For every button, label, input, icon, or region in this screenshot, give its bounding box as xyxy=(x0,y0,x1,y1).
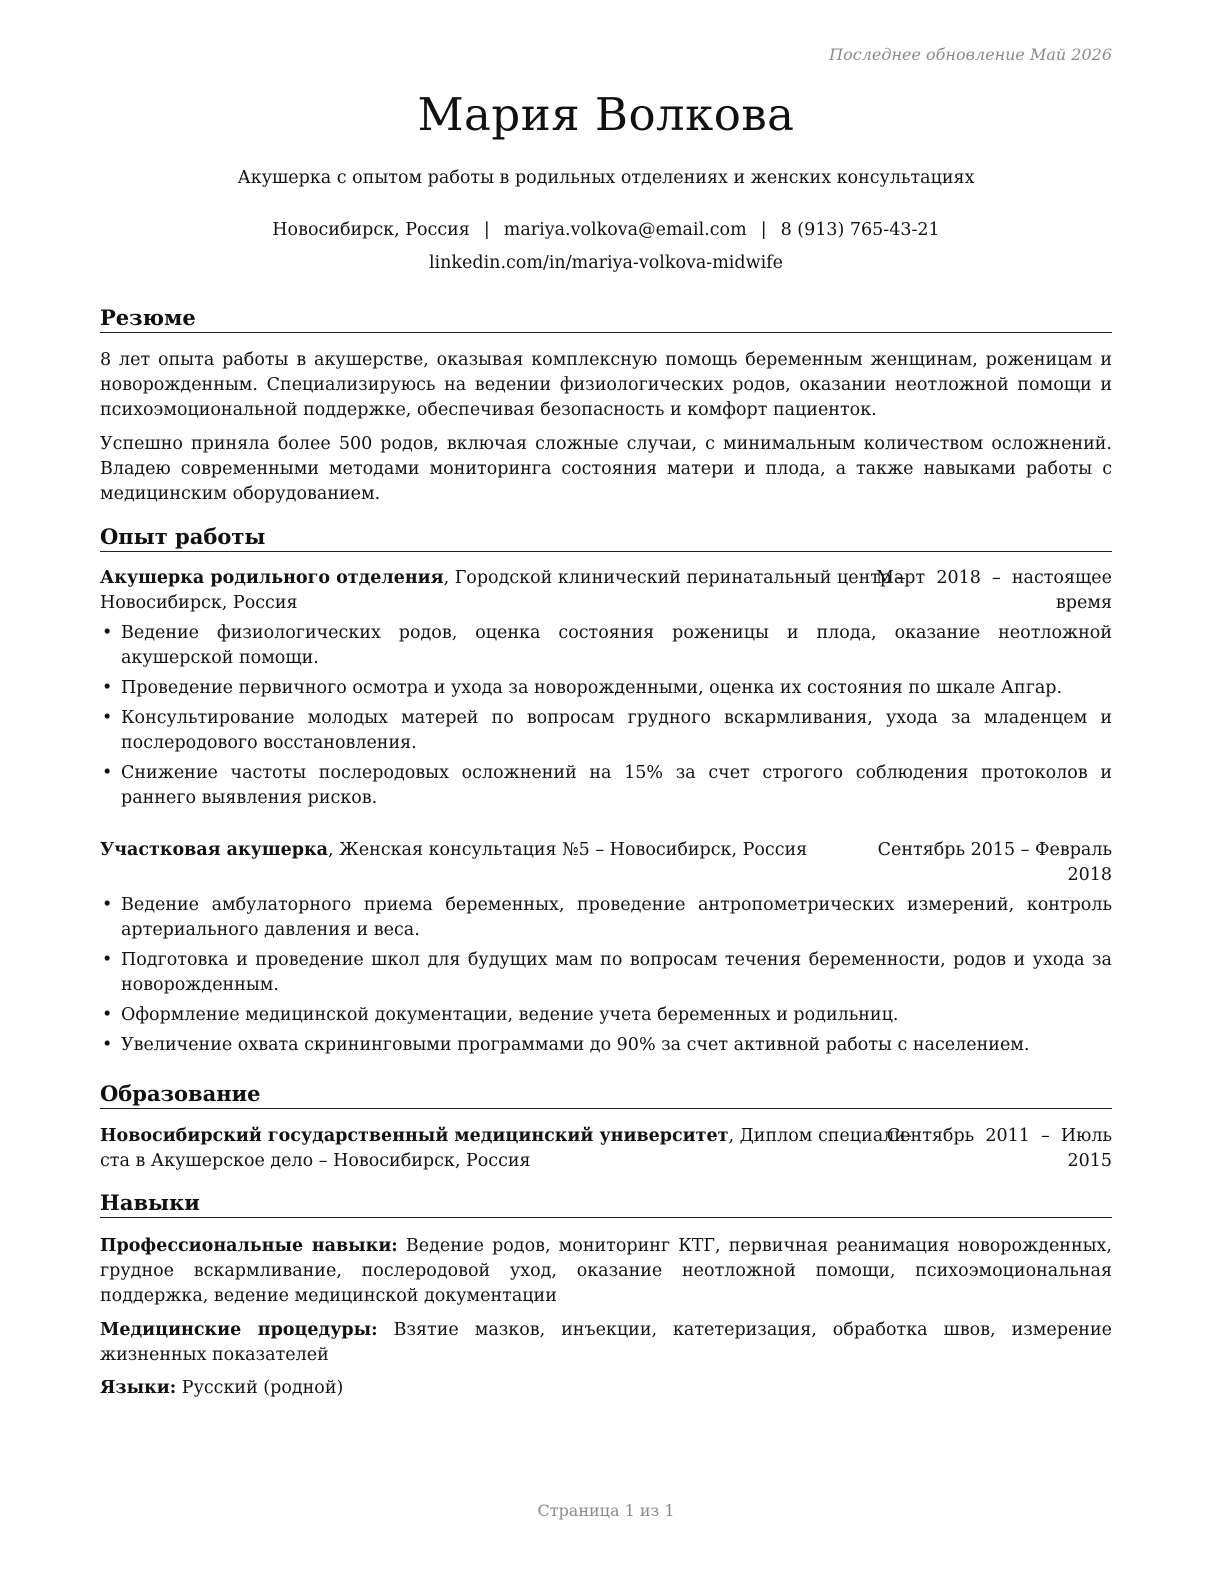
job-title: Участковая акушерка xyxy=(100,840,329,860)
job-location: Новосибирск, Россия xyxy=(100,593,298,613)
contact-separator: | xyxy=(483,220,490,240)
list-item: • Консультирование молодых матерей по вопросам грудного вскармливания, ухода за младенцем и послеродового восстановления. xyxy=(100,706,1112,756)
job-dates-line: Сентябрь 2015 – Февраль xyxy=(877,840,1112,860)
section-title-experience: Опыт работы xyxy=(100,524,1112,552)
education-school-line xyxy=(100,1124,912,1174)
contact-phone[interactable]: 8 (913) 765-43-21 xyxy=(780,220,940,240)
job-title: Акушерка родильного отделения xyxy=(100,568,444,588)
skill-group xyxy=(100,1318,1112,1368)
job-dates-line: время xyxy=(1055,593,1112,613)
job-dates-line: Март 2018 – настоящее xyxy=(875,568,1112,588)
skill-text: Ведение родов, мониторинг КТГ, первичная реанимация новорожденных, грудное вскармливание, послеродовой уход, оказание неотложной помощи, психоэмоциональная поддержка, ведение медицинской документации xyxy=(100,1236,1112,1306)
job-dates-line: 2018 xyxy=(1067,865,1112,885)
resume-page xyxy=(100,0,1112,1584)
skill-text: Взятие мазков, инъекции, катетеризация, обработка швов, измерение жизненных показателей xyxy=(100,1320,1112,1365)
job-dates xyxy=(878,838,1112,888)
skill-group xyxy=(100,1376,1112,1401)
list-item: • Увеличение охвата скрининговыми программами до 90% за счет активной работы с населением. xyxy=(100,1033,1112,1058)
contact-location: Новосибирск, Россия xyxy=(272,220,470,240)
skill-label: Языки: xyxy=(100,1378,177,1398)
list-item: • Проведение первичного осмотра и ухода за новорожденными, оценка их состояния по шкале Апгар. xyxy=(100,676,1112,701)
list-item: • Оформление медицинской документации, ведение учета беременных и родильниц. xyxy=(100,1003,1112,1028)
summary-paragraph: 8 лет опыта работы в акушерстве, оказывая комплексную помощь беременным женщинам, роженицам и новорожденным. Специализируюсь на ведении физиологических родов, оказании неотложной помощи и психоэмоциональной поддержке, обеспечивая безопасность и комфорт пациенток. xyxy=(100,350,1112,420)
job-bullets xyxy=(100,893,1112,1063)
skill-label: Профессиональные навыки: xyxy=(100,1236,398,1256)
job-header xyxy=(100,566,1112,616)
job-header xyxy=(100,838,1112,888)
job-title-line xyxy=(100,566,906,616)
job-bullets xyxy=(100,621,1112,816)
job-title-line xyxy=(100,838,807,863)
contact-email[interactable]: mariya.volkova@email.com xyxy=(503,220,747,240)
skill-label: Медицинские процедуры: xyxy=(100,1320,378,1340)
linkedin-link[interactable]: linkedin.com/in/mariya-volkova-midwife xyxy=(428,253,784,273)
summary-paragraph: Успешно приняла более 500 родов, включая сложные случаи, с минимальным количеством осложнений. Владею современными методами мониторинга состояния матери и плода, а также навыками работы с медицинским оборудованием. xyxy=(100,434,1112,504)
education-degree: , Диплом специали- xyxy=(728,1126,912,1146)
job-organization: , Женская консультация №5 – Новосибирск, Россия xyxy=(328,840,808,860)
skill-text: Русский (родной) xyxy=(176,1378,344,1398)
education-degree-cont: ста в Акушерское дело – Новосибирск, Россия xyxy=(100,1151,531,1171)
list-item: • Снижение частоты послеродовых осложнений на 15% за счет строгого соблюдения протоколов и раннего выявления рисков. xyxy=(100,761,1112,811)
candidate-name: Мария Волкова xyxy=(417,88,795,141)
contact-separator: | xyxy=(760,220,767,240)
education-school: Новосибирский государственный медицинский университет xyxy=(100,1126,729,1146)
list-item: • Ведение амбулаторного приема беременных, проведение антропометрических измерений, контроль артериального давления и веса. xyxy=(100,893,1112,943)
job-dates xyxy=(876,566,1112,616)
section-title-education: Образование xyxy=(100,1081,1112,1109)
last-updated: Последнее обновление Май 2026 xyxy=(829,45,1112,64)
education-dates-line: Сентябрь 2011 – Июль xyxy=(886,1126,1112,1146)
education-dates-line: 2015 xyxy=(1067,1151,1112,1171)
list-item: • Ведение физиологических родов, оценка состояния роженицы и плода, оказание неотложной акушерской помощи. xyxy=(100,621,1112,671)
section-title-skills: Навыки xyxy=(100,1190,1112,1218)
headline: Акушерка с опытом работы в родильных отделениях и женских консультациях xyxy=(237,168,975,188)
list-item: • Подготовка и проведение школ для будущих мам по вопросам течения беременности, родов и ухода за новорожденным. xyxy=(100,948,1112,998)
education-dates xyxy=(887,1124,1112,1174)
contact-line xyxy=(100,220,1112,240)
job-organization: , Городской клинический перинатальный центр – xyxy=(443,568,906,588)
education-entry xyxy=(100,1124,1112,1174)
section-title-summary: Резюме xyxy=(100,305,1112,333)
skill-group xyxy=(100,1234,1112,1309)
page-number: Страница 1 из 1 xyxy=(537,1501,675,1520)
